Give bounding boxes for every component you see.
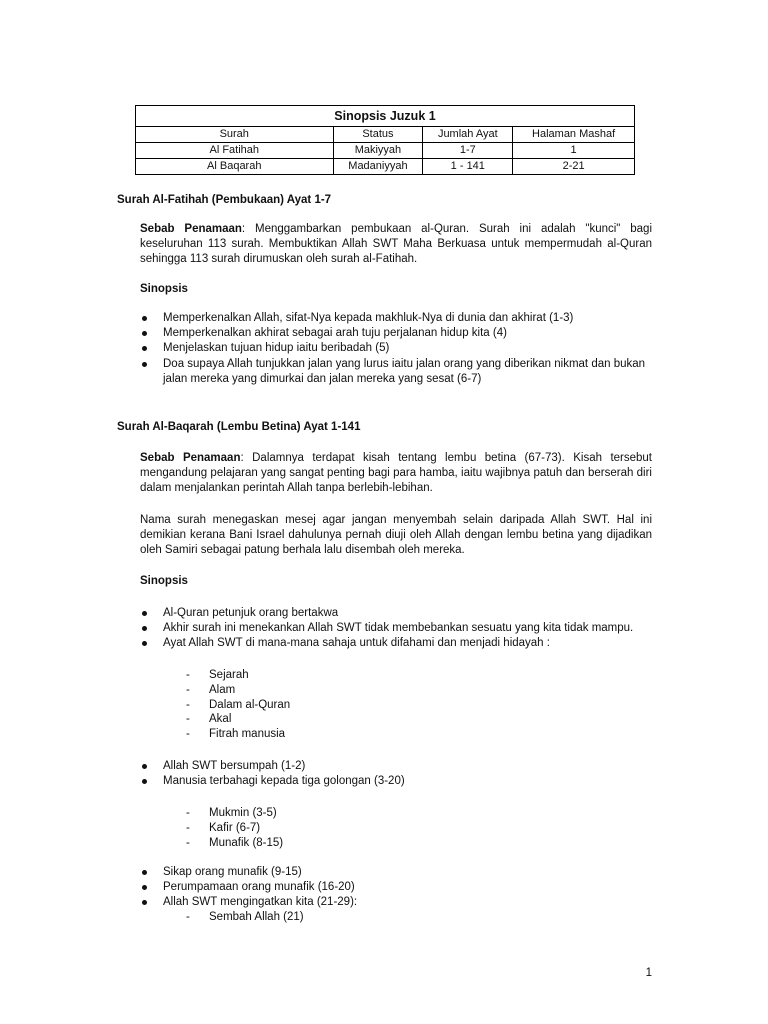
list-item: - Sejarah <box>186 668 290 683</box>
list-item: - Fitrah manusia <box>186 727 290 742</box>
list-item: Perumpamaan orang munafik (16-20) <box>140 880 660 895</box>
fatihah-bullet-list <box>140 311 660 387</box>
page-number: 1 <box>645 967 652 979</box>
list-item: - Dalam al-Quran <box>186 698 290 713</box>
list-item: Manusia terbahagi kepada tiga golongan (3-20) <box>140 774 660 789</box>
table-cell: 1 <box>513 143 635 159</box>
list-item: Menjelaskan tujuan hidup iaitu beribadah (5) <box>140 341 660 356</box>
list-item: Akhir surah ini menekankan Allah SWT tidak membebankan sesuatu yang kita tidak mampu. <box>140 621 660 636</box>
table-header-row <box>136 127 635 143</box>
baqarah-sinopsis-label: Sinopsis <box>140 575 188 587</box>
list-item: Ayat Allah SWT di mana-mana sahaja untuk difahami dan menjadi hidayah : <box>140 636 660 651</box>
baqarah-bullet-list-3 <box>140 865 660 911</box>
table-cell: Al Fatihah <box>136 143 334 159</box>
list-item: Doa supaya Allah tunjukkan jalan yang lurus iaitu jalan orang yang diberikan nikmat dan bukan jalan mereka yang dimurkai dan jalan mereka yang sesat (6-7) <box>140 357 653 387</box>
baqarah-heading: Surah Al-Baqarah (Lembu Betina) Ayat 1-141 <box>117 421 361 433</box>
baqarah-dash-list-2 <box>186 806 283 850</box>
table-title: Sinopsis Juzuk 1 <box>136 106 635 127</box>
list-item: - Mukmin (3-5) <box>186 806 283 821</box>
baqarah-bullet-list-2 <box>140 759 660 789</box>
table-cell: Al Baqarah <box>136 159 334 175</box>
table-row <box>136 143 635 159</box>
sebab-text: : Dalamnya terdapat kisah tentang lembu betina (67-73). Kisah tersebut mengandung pelajaran yang sangat penting bagi para hamba, iaitu wajibnya patuh dan berserah diri dalam menjalankan perintah Allah tanpa berlebih-lebihan. <box>140 452 653 495</box>
list-item: - Munafik (8-15) <box>186 836 283 851</box>
table-cell: 1 - 141 <box>423 159 513 175</box>
sebab-label: Sebab Penamaan <box>140 452 241 464</box>
list-item: Memperkenalkan akhirat sebagai arah tuju perjalanan hidup kita (4) <box>140 326 660 341</box>
table-row <box>136 159 635 175</box>
list-item: - Kafir (6-7) <box>186 821 283 836</box>
list-item: Allah SWT bersumpah (1-2) <box>140 759 660 774</box>
sebab-label: Sebab Penamaan <box>140 223 242 235</box>
list-item: Allah SWT mengingatkan kita (21-29): <box>140 895 660 910</box>
list-item: Sikap orang munafik (9-15) <box>140 865 660 880</box>
sebab-text: : Menggambarkan pembukaan al-Quran. Surah ini adalah "kunci" bagi keseluruhan 113 surah. Membuktikan Allah SWT Maha Berkuasa untuk mempermudah al-Quran sehingga 113 surah dirumuskan oleh surah al-Fatihah. <box>140 223 652 266</box>
fatihah-heading: Surah Al-Fatihah (Pembukaan) Ayat 1-7 <box>117 194 332 206</box>
list-item: - Alam <box>186 683 290 698</box>
table-cell: 2-21 <box>513 159 635 175</box>
table-header-cell: Surah <box>136 127 334 143</box>
fatihah-sinopsis-label: Sinopsis <box>140 283 188 295</box>
fatihah-sebab-paragraph <box>140 222 652 268</box>
baqarah-paragraph-2: Nama surah menegaskan mesej agar jangan menyembah selain daripada Allah SWT. Hal ini demikian kerana Bani Israel dahulunya pernah diuji oleh Allah dengan lembu betina yang dijadikan oleh Samiri sebagai patung berhala lalu disembah oleh mereka. <box>140 514 652 557</box>
table-title-row <box>136 106 635 127</box>
table-cell: Madaniyyah <box>333 159 423 175</box>
list-item: - Sembah Allah (21) <box>186 910 304 925</box>
baqarah-dash-list-3 <box>186 910 304 925</box>
table-header-cell: Jumlah Ayat <box>423 127 513 143</box>
baqarah-bullet-list-1 <box>140 606 660 652</box>
table-header-cell: Status <box>333 127 423 143</box>
table-cell: 1-7 <box>423 143 513 159</box>
baqarah-dash-list-1 <box>186 668 290 742</box>
list-item: Memperkenalkan Allah, sifat-Nya kepada makhluk-Nya di dunia dan akhirat (1-3) <box>140 311 660 326</box>
table-header-cell: Halaman Mashaf <box>513 127 635 143</box>
list-item: - Akal <box>186 712 290 727</box>
synopsis-table <box>135 105 635 175</box>
table-cell: Makiyyah <box>333 143 423 159</box>
list-item: Al-Quran petunjuk orang bertakwa <box>140 606 660 621</box>
baqarah-sebab-paragraph <box>140 451 652 497</box>
